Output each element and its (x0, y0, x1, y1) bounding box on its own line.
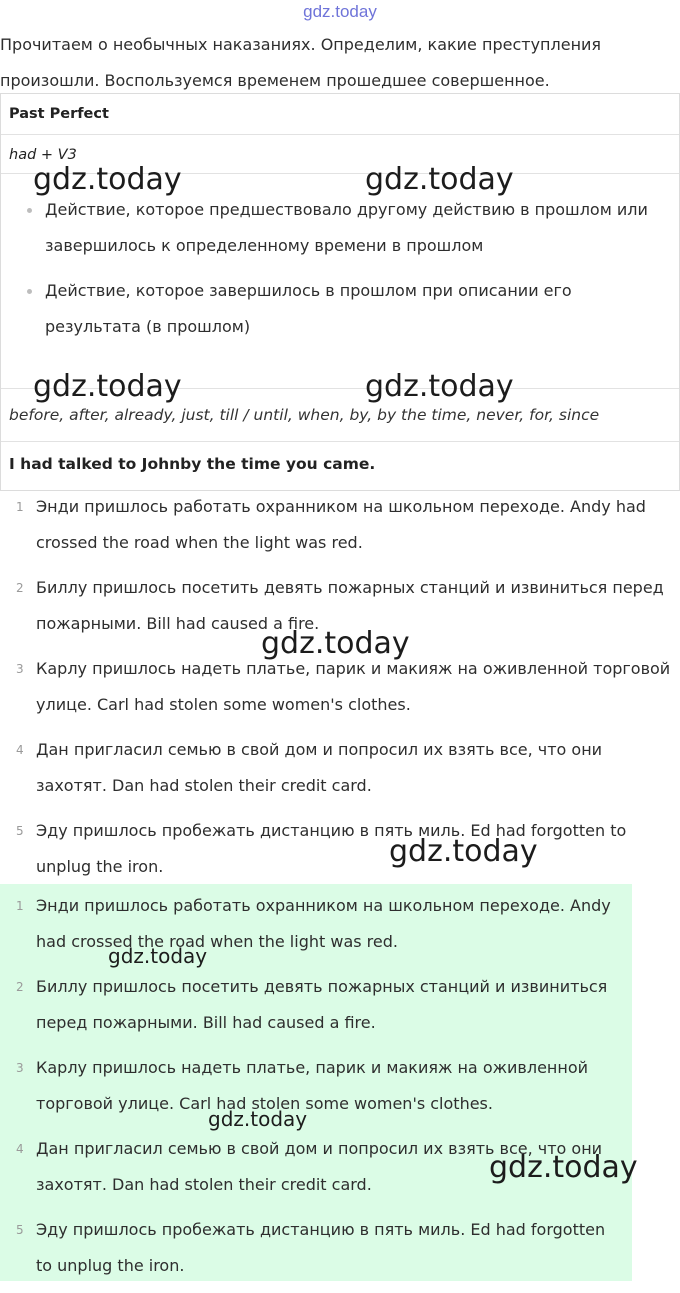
item-text: Энди пришлось работать охранником на школьном переходе. Andy had crossed the road when the light was red. (36, 497, 646, 552)
item-text: Энди пришлось работать охранником на школьном переходе. Andy had crossed the road when the light was red. (36, 896, 611, 951)
rule-example: I had talked to Johnby the time you came. (1, 442, 679, 491)
bullet-icon (27, 208, 32, 213)
item-number: 5 (16, 1223, 24, 1237)
bullet-icon (27, 289, 32, 294)
usage-list (25, 192, 665, 354)
item-number: 3 (16, 662, 24, 676)
rule-title: Past Perfect (1, 94, 679, 135)
item-text: Дан пригласил семью в свой дом и попросил их взять все, что они захотят. Dan had stolen their credit card. (36, 1139, 603, 1194)
item-number: 1 (16, 899, 24, 913)
item-text: Эду пришлось пробежать дистанцию в пять миль. Ed had forgotten to unplug the iron. (36, 1220, 606, 1275)
rule-table (0, 93, 680, 491)
task-list (0, 489, 680, 894)
watermark: gdz.today (33, 162, 182, 197)
answer-item (0, 969, 632, 1041)
item-number: 4 (16, 1142, 24, 1156)
item-number: 1 (16, 500, 24, 514)
usage-item (25, 273, 665, 345)
usage-item-text: Действие, которое предшествовало другому действию в прошлом или завершилось к определенному времени в прошлом (45, 200, 648, 255)
item-number: 3 (16, 1061, 24, 1075)
item-text: Карлу пришлось надеть платье, парик и макияж на оживленной торговой улице. Carl had stolen some women's clothes. (36, 659, 671, 714)
rule-formula: had + V3 (1, 135, 679, 174)
usage-item-text: Действие, которое завершилось в прошлом при описании его результата (в прошлом) (45, 281, 572, 336)
task-item (0, 732, 680, 804)
rule-usage (1, 174, 679, 389)
item-text: Дан пригласил семью в свой дом и попросил их взять все, что они захотят. Dan had stolen their credit card. (36, 740, 603, 795)
watermark: gdz.today (108, 944, 208, 968)
item-text: Эду пришлось пробежать дистанцию в пять миль. Ed had forgotten to unplug the iron. (36, 821, 627, 876)
watermark: gdz.today (261, 626, 410, 661)
answer-item (0, 888, 632, 960)
site-link[interactable]: gdz.today (303, 2, 377, 21)
item-text: Карлу пришлось надеть платье, парик и макияж на оживленной торговой улице. Carl had stolen some women's clothes. (36, 1058, 589, 1113)
watermark: gdz.today (389, 834, 538, 869)
item-number: 4 (16, 743, 24, 757)
watermark: gdz.today (489, 1150, 638, 1185)
watermark: gdz.today (33, 369, 182, 404)
answer-box (0, 884, 632, 1281)
intro-paragraph: Прочитаем о необычных наказаниях. Определим, какие преступления произошли. Воспользуемся временем прошедшее совершенное. (0, 35, 602, 90)
item-number: 2 (16, 581, 24, 595)
answer-item (0, 1212, 632, 1284)
rule-markers: before, after, already, just, till / until, when, by, by the time, never, for, since (1, 389, 679, 442)
watermark: gdz.today (365, 369, 514, 404)
item-number: 2 (16, 980, 24, 994)
answer-item (0, 1131, 632, 1203)
item-number: 5 (16, 824, 24, 838)
watermark: gdz.today (365, 162, 514, 197)
task-item (0, 651, 680, 723)
item-text: Биллу пришлось посетить девять пожарных станций и извиниться перед пожарными. Bill had caused a fire. (36, 578, 664, 633)
answer-item (0, 1050, 632, 1122)
task-item (0, 489, 680, 561)
task-item (0, 813, 680, 885)
item-text: Биллу пришлось посетить девять пожарных станций и извиниться перед пожарными. Bill had caused a fire. (36, 977, 608, 1032)
answer-list (0, 888, 632, 1293)
usage-item (25, 192, 665, 264)
watermark: gdz.today (208, 1107, 308, 1131)
task-item (0, 570, 680, 642)
